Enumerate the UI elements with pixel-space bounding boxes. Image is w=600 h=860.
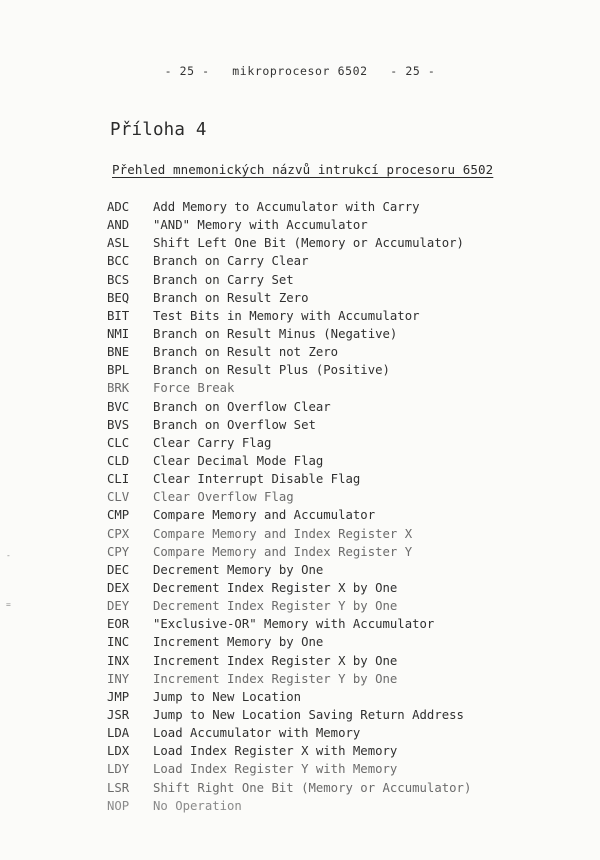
instruction-mnemonic: CLV <box>107 490 130 505</box>
instruction-row <box>107 525 487 543</box>
instruction-mnemonic: JMP <box>107 689 130 704</box>
instruction-mnemonic: DEC <box>107 562 130 577</box>
instruction-description: Force Break <box>153 381 235 396</box>
instruction-description: Decrement Memory by One <box>153 562 324 577</box>
instruction-description: Load Index Register Y with Memory <box>153 762 398 777</box>
instruction-description: Compare Memory and Accumulator <box>153 508 376 523</box>
instruction-row <box>107 452 487 470</box>
instruction-description: Branch on Result Minus (Negative) <box>153 326 398 341</box>
instruction-description: Compare Memory and Index Register Y <box>153 544 413 559</box>
instruction-row <box>107 652 487 670</box>
instruction-mnemonic: NMI <box>107 326 130 341</box>
margin-mark: = <box>6 600 11 609</box>
instruction-mnemonic: CPX <box>107 526 130 541</box>
instruction-description: Test Bits in Memory with Accumulator <box>153 308 420 323</box>
instruction-description: Shift Left One Bit (Memory or Accumulator) <box>153 236 464 251</box>
instruction-row <box>107 198 487 216</box>
instruction-row <box>107 234 487 252</box>
instruction-row <box>107 434 487 452</box>
instruction-row <box>107 779 487 797</box>
mnemonic-list <box>107 198 487 815</box>
instruction-description: Branch on Carry Set <box>153 272 294 287</box>
instruction-description: Clear Decimal Mode Flag <box>153 453 324 468</box>
instruction-mnemonic: INC <box>107 635 130 650</box>
instruction-mnemonic: BCC <box>107 254 130 269</box>
instruction-row <box>107 289 487 307</box>
instruction-description: Load Index Register X with Memory <box>153 744 398 759</box>
instruction-mnemonic: ADC <box>107 200 130 214</box>
instruction-row <box>107 252 487 270</box>
instruction-mnemonic: BPL <box>107 363 130 378</box>
instruction-description: Branch on Carry Clear <box>153 254 309 269</box>
instruction-row <box>107 488 487 506</box>
instruction-mnemonic: DEY <box>107 599 130 614</box>
instruction-mnemonic: LDA <box>107 726 130 741</box>
instruction-row <box>107 579 487 597</box>
instruction-mnemonic: LSR <box>107 780 130 795</box>
instruction-description: Shift Right One Bit (Memory or Accumulator) <box>153 780 472 795</box>
section-heading: Přehled mnemonických názvů intrukcí procesoru 6502 <box>112 162 494 177</box>
instruction-mnemonic: JSR <box>107 707 130 722</box>
instruction-mnemonic: EOR <box>107 617 130 632</box>
instruction-description: Clear Carry Flag <box>153 435 272 450</box>
instruction-row <box>107 742 487 760</box>
instruction-mnemonic: INY <box>107 671 130 686</box>
instruction-mnemonic: CPY <box>107 544 130 559</box>
instruction-row <box>107 615 487 633</box>
instruction-mnemonic: CLC <box>107 435 130 450</box>
instruction-description: Branch on Result Zero <box>153 290 309 305</box>
instruction-row <box>107 361 487 379</box>
instruction-description: Jump to New Location Saving Return Address <box>153 707 464 722</box>
margin-mark: - <box>6 551 11 560</box>
instruction-description: Branch on Overflow Set <box>153 417 316 432</box>
instruction-row <box>107 307 487 325</box>
instruction-mnemonic: ASL <box>107 236 130 251</box>
appendix-title: Příloha 4 <box>110 120 207 140</box>
instruction-description: Branch on Result Plus (Positive) <box>153 363 390 378</box>
instruction-mnemonic: AND <box>107 218 130 233</box>
instruction-mnemonic: NOP <box>107 798 130 813</box>
instruction-description: Increment Memory by One <box>153 635 324 650</box>
instruction-mnemonic: BNE <box>107 345 130 360</box>
instruction-row <box>107 760 487 778</box>
instruction-row <box>107 271 487 289</box>
instruction-row <box>107 597 487 615</box>
instruction-row <box>107 670 487 688</box>
instruction-row <box>107 343 487 361</box>
instruction-description: Clear Interrupt Disable Flag <box>153 472 361 487</box>
instruction-description: Load Accumulator with Memory <box>153 726 361 741</box>
instruction-row <box>107 379 487 397</box>
instruction-mnemonic: DEX <box>107 580 130 595</box>
running-header: - 25 - mikroprocesor 6502 - 25 - <box>164 64 436 78</box>
instruction-mnemonic: CLI <box>107 472 130 487</box>
instruction-description: Decrement Index Register Y by One <box>153 599 398 614</box>
instruction-mnemonic: CLD <box>107 453 130 468</box>
instruction-description: "Exclusive-OR" Memory with Accumulator <box>153 617 435 632</box>
instruction-description: Branch on Result not Zero <box>153 345 339 360</box>
instruction-row <box>107 688 487 706</box>
instruction-row <box>107 325 487 343</box>
instruction-mnemonic: BCS <box>107 272 130 287</box>
instruction-row <box>107 470 487 488</box>
instruction-description: Add Memory to Accumulator with Carry <box>153 200 420 214</box>
instruction-description: Compare Memory and Index Register X <box>153 526 413 541</box>
instruction-row <box>107 506 487 524</box>
instruction-mnemonic: LDY <box>107 762 130 777</box>
instruction-row <box>107 398 487 416</box>
instruction-description: Decrement Index Register X by One <box>153 580 398 595</box>
instruction-mnemonic: LDX <box>107 744 130 759</box>
instruction-description: Jump to New Location <box>153 689 302 704</box>
instruction-mnemonic: BIT <box>107 308 130 323</box>
instruction-row <box>107 543 487 561</box>
instruction-mnemonic: BEQ <box>107 290 130 305</box>
instruction-mnemonic: BVC <box>107 399 130 414</box>
instruction-row <box>107 706 487 724</box>
instruction-description: Increment Index Register Y by One <box>153 671 398 686</box>
instruction-description: Increment Index Register X by One <box>153 653 398 668</box>
instruction-row <box>107 797 487 815</box>
instruction-row <box>107 561 487 579</box>
instruction-description: "AND" Memory with Accumulator <box>153 218 368 233</box>
instruction-mnemonic: BRK <box>107 381 130 396</box>
instruction-row <box>107 216 487 234</box>
instruction-mnemonic: CMP <box>107 508 130 523</box>
instruction-description: No Operation <box>153 798 242 813</box>
instruction-row <box>107 724 487 742</box>
instruction-description: Branch on Overflow Clear <box>153 399 331 414</box>
instruction-mnemonic: BVS <box>107 417 130 432</box>
instruction-mnemonic: INX <box>107 653 130 668</box>
instruction-row <box>107 416 487 434</box>
instruction-row <box>107 633 487 651</box>
instruction-description: Clear Overflow Flag <box>153 490 294 505</box>
